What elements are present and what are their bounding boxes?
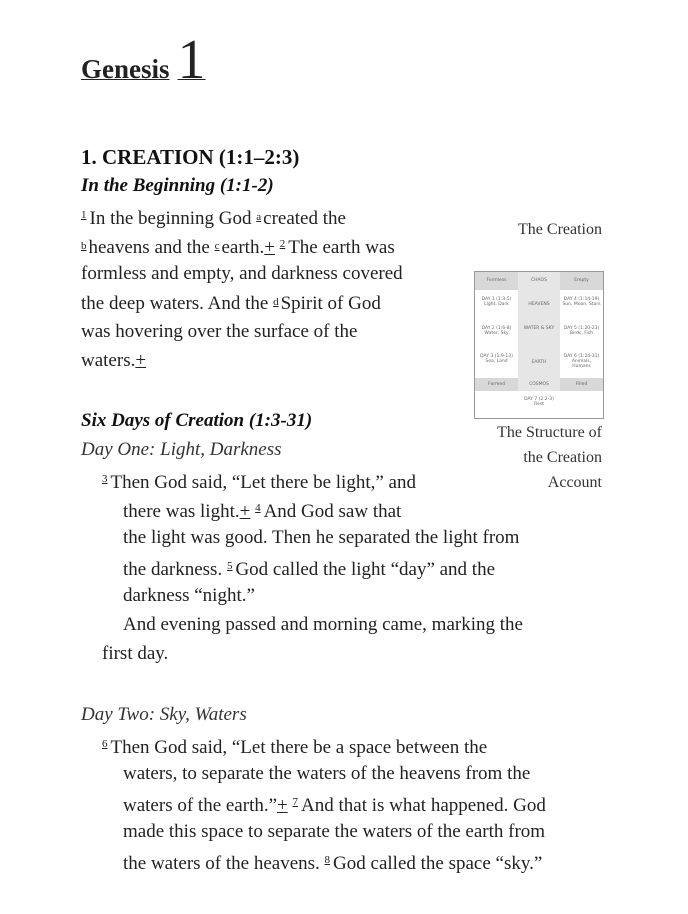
footnote-link[interactable]: d xyxy=(273,296,279,308)
figure-day7: DAY 7 (2:2-3) Rest xyxy=(524,397,554,407)
verse-line: the darkness. $^5$ God called the light “day” and the xyxy=(123,559,496,580)
crossref-link[interactable]: + xyxy=(239,501,251,522)
day-one-heading: Day One: Light, Darkness xyxy=(81,439,282,460)
subsection-heading-six-days: Six Days of Creation (1:3-31) xyxy=(81,410,313,431)
verse-number-link[interactable]: 5 xyxy=(226,560,233,572)
figure-header-formless: Formless xyxy=(486,278,507,283)
verse-number-link[interactable]: 4 xyxy=(255,502,261,514)
figure-header-chaos: CHAOS xyxy=(531,278,547,283)
verse-line: waters of the earth.”+ $^7$ And that is what happened. God xyxy=(123,795,546,816)
figure-cell: DAY 6 (1:24-31) Animals, Humans xyxy=(563,354,600,369)
verse-line: $^1$ In the beginning God $^a$ created the xyxy=(81,208,346,229)
crossref-link[interactable]: + xyxy=(135,350,147,371)
footnote-link[interactable]: a xyxy=(256,211,262,223)
figure-cell: DAY 4 (1:14-19) Sun, Moon, Stars xyxy=(562,297,601,307)
crossref-link[interactable]: + xyxy=(277,795,288,816)
book-name: Genesis xyxy=(81,54,170,84)
verse-number-link[interactable]: 1 xyxy=(81,209,87,221)
verse-line: the waters of the heavens. $^8$ God called the space “sky.” xyxy=(123,853,543,874)
verse-line: made this space to separate the waters of the earth from xyxy=(123,821,546,842)
figure-cell: DAY 1 (1:3-5) Light, Dark xyxy=(481,297,512,307)
figure-cell: WATER & SKY xyxy=(523,326,555,331)
figure-cell: EARTH xyxy=(531,360,547,365)
verse-line: waters, to separate the waters of the heavens from the xyxy=(123,763,531,784)
verse-number-link[interactable]: 8 xyxy=(324,854,331,866)
verse-line: there was light.+ $^4$ And God saw that xyxy=(123,501,402,522)
chapter-number: 1 xyxy=(177,29,206,91)
verse-line: waters.+ xyxy=(81,350,147,371)
verse-line: $^b$ heavens and the $^c$ earth.+ $^2$ The earth was xyxy=(81,237,395,258)
verse-line: the light was good. Then he separated the light from xyxy=(123,527,520,548)
day-two-heading: Day Two: Sky, Waters xyxy=(81,704,247,725)
figure-cell: DAY 2 (1:6-8) Water, Sky xyxy=(481,326,512,336)
verse-line: the deep waters. And the $^d$ Spirit of God xyxy=(81,293,381,314)
figure-cell: DAY 3 (1:9-13) Sea, Land xyxy=(480,354,513,364)
verse-number-link[interactable]: 3 xyxy=(102,473,108,485)
verse-line: formless and empty, and darkness covered xyxy=(81,263,403,284)
crossref-link[interactable]: + xyxy=(264,237,275,258)
creation-structure-figure[interactable] xyxy=(474,271,604,419)
figure-header-empty: Empty xyxy=(574,278,589,283)
verse-line: And evening passed and morning came, marking the xyxy=(123,614,523,635)
verse-number-link[interactable]: 6 xyxy=(102,738,108,750)
figure-footer-filled: Filled xyxy=(575,382,588,387)
footnote-link[interactable]: b xyxy=(81,240,87,252)
verse-line: darkness “night.” xyxy=(123,585,255,606)
figure-label: The Creation xyxy=(518,221,602,238)
figure-caption: The Structure of the Creation Account xyxy=(497,424,602,491)
figure-footer-formed: Formed xyxy=(488,382,505,387)
chapter-title xyxy=(81,28,206,92)
figure-footer-cosmos: COSMOS xyxy=(529,382,549,387)
verse-line: first day. xyxy=(102,643,169,664)
figure-cell: DAY 5 (1:20-23) Birds, Fish xyxy=(563,326,600,336)
verse-line: $^3$ Then God said, “Let there be light,” and xyxy=(102,472,416,493)
figure-cell: HEAVENS xyxy=(528,302,550,307)
section-heading: 1. CREATION (1:1–2:3) xyxy=(81,145,300,169)
subsection-heading-beginning: In the Beginning (1:1-2) xyxy=(81,175,274,196)
verse-number-link[interactable]: 2 xyxy=(279,238,286,250)
footnote-link[interactable]: c xyxy=(214,240,220,252)
verse-number-link[interactable]: 7 xyxy=(292,796,299,808)
verse-line: was hovering over the surface of the xyxy=(81,321,358,342)
verse-line: $^6$ Then God said, “Let there be a space between the xyxy=(102,737,488,758)
